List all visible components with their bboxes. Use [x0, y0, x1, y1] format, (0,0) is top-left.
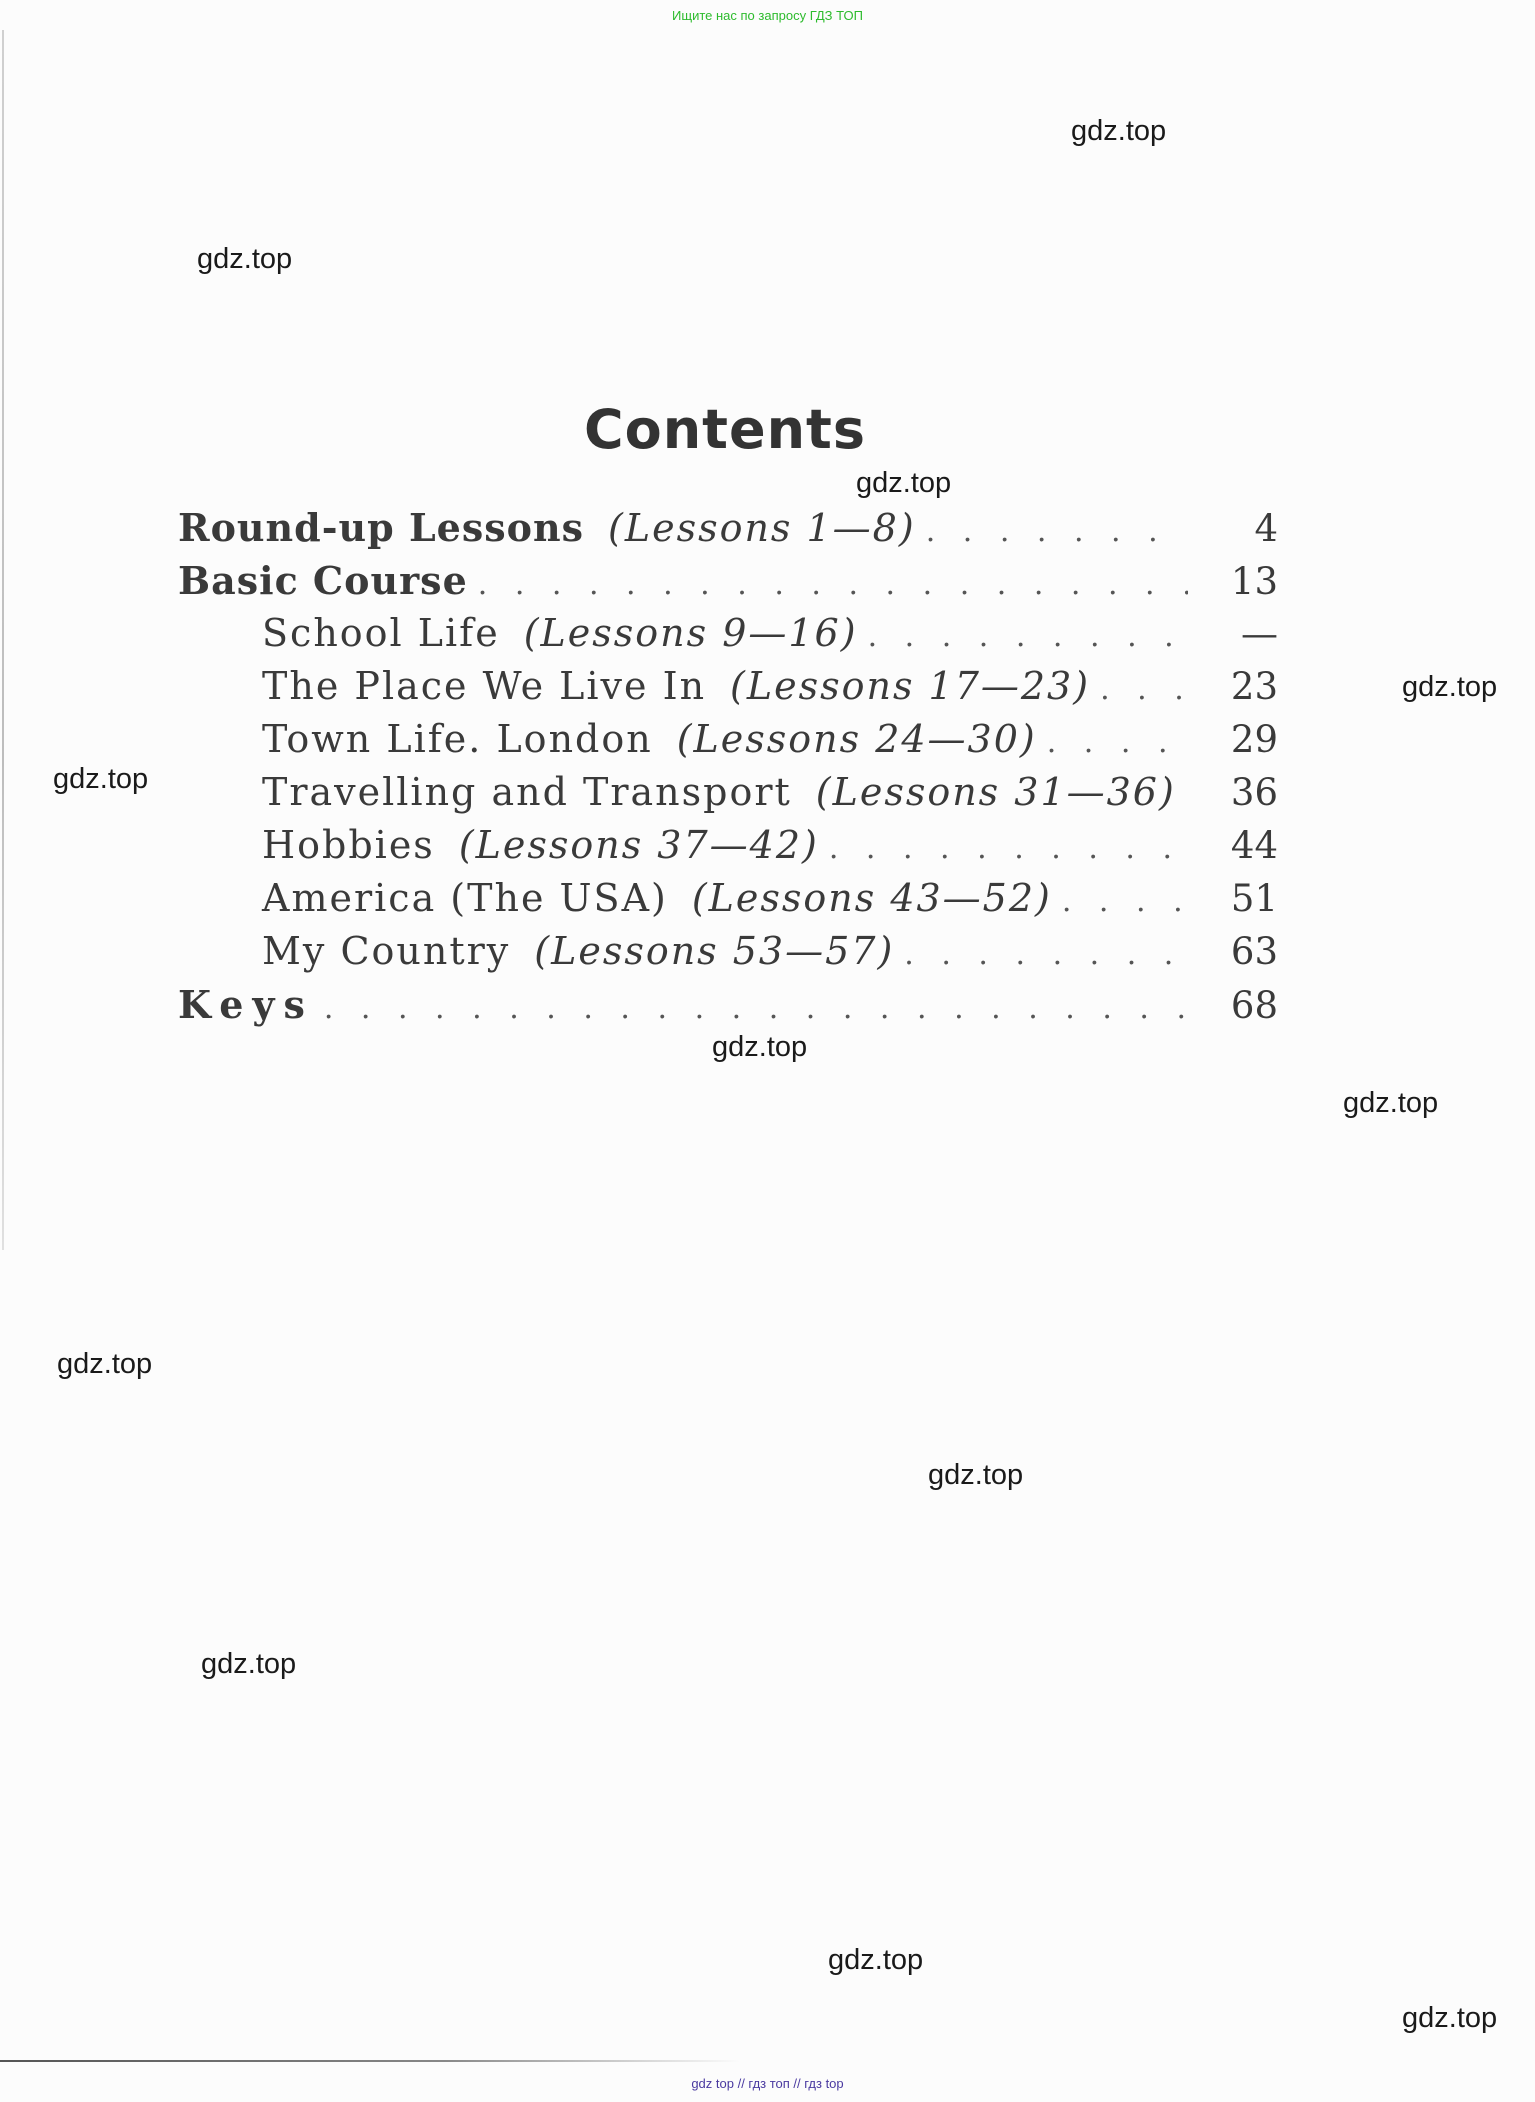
- toc-entry-basic: [178, 558, 1278, 611]
- watermark: gdz.top: [712, 1031, 808, 1063]
- dot-leader: [1047, 725, 1188, 760]
- toc-entry-page: 4: [1254, 507, 1278, 550]
- watermark: gdz.top: [197, 243, 293, 275]
- toc-entry-place: [262, 664, 1278, 717]
- toc-entry-roundup: [178, 505, 1278, 558]
- page-title: Contents: [583, 398, 866, 461]
- toc-entry-town: [262, 717, 1278, 770]
- toc-entry-label: Travelling and Transport: [262, 770, 792, 814]
- toc-entry-label: Hobbies: [262, 823, 435, 867]
- toc-entry-page: 68: [1230, 984, 1278, 1027]
- toc-entry-label: Town Life. London: [262, 717, 653, 761]
- dot-leader: [1186, 778, 1188, 813]
- toc-entry-lessons: (Lessons 24—30): [676, 717, 1037, 761]
- toc-entry-lessons: (Lessons 1—8): [608, 506, 916, 550]
- watermark: gdz.top: [1402, 671, 1498, 703]
- toc-entry-travel: [262, 770, 1278, 823]
- dot-leader: [926, 514, 1188, 549]
- toc-entry-label: My Country: [262, 929, 511, 973]
- watermark: gdz.top: [1071, 115, 1167, 147]
- toc-entry-page: 51: [1230, 877, 1278, 920]
- toc-entry-lessons: (Lessons 31—36): [815, 770, 1176, 814]
- dot-leader: [829, 831, 1188, 866]
- toc-entry-label: School Life: [262, 611, 500, 655]
- dot-leader: [478, 567, 1188, 602]
- toc-entry-label: Basic Course: [178, 558, 468, 603]
- toc-entry-page: 44: [1230, 824, 1278, 867]
- toc-entry-lessons: (Lessons 43—52): [691, 876, 1052, 920]
- toc-entry-lessons: (Lessons 9—16): [523, 611, 858, 655]
- toc-entry-page: 36: [1230, 771, 1278, 814]
- page-bottom-edge: [0, 2060, 740, 2062]
- watermark: gdz.top: [53, 763, 149, 795]
- top-banner[interactable]: Ищите нас по запросу ГДЗ ТОП: [672, 8, 863, 23]
- toc-entry-page: 23: [1230, 665, 1278, 708]
- toc-entry-lessons: (Lessons 53—57): [534, 929, 895, 973]
- toc-entry-page: —: [1241, 612, 1278, 655]
- watermark: gdz.top: [1402, 2002, 1498, 2034]
- page-left-edge: [2, 30, 4, 1250]
- dot-leader: [1062, 884, 1188, 919]
- watermark: gdz.top: [201, 1648, 297, 1680]
- toc-entry-country: [262, 929, 1278, 982]
- dot-leader: [868, 619, 1188, 654]
- toc-entry-label: America (The USA): [262, 876, 668, 920]
- watermark: gdz.top: [928, 1459, 1024, 1491]
- toc-entry-hobbies: [262, 823, 1278, 876]
- toc-entry-keys: [178, 982, 1278, 1035]
- toc-entry-america: [262, 876, 1278, 929]
- toc-entry-label: Keys: [178, 982, 314, 1027]
- toc-entry-school: [262, 611, 1278, 664]
- watermark: gdz.top: [1343, 1087, 1439, 1119]
- dot-leader: [324, 991, 1188, 1026]
- toc-entry-label: Round-up Lessons: [178, 505, 585, 550]
- watermark: gdz.top: [828, 1944, 924, 1976]
- toc-entry-lessons: (Lessons 17—23): [730, 664, 1091, 708]
- dot-leader: [904, 937, 1188, 972]
- toc-entry-page: 13: [1230, 560, 1278, 603]
- toc-entry-label: The Place We Live In: [262, 664, 707, 708]
- toc-entry-page: 63: [1230, 930, 1278, 973]
- watermark: gdz.top: [57, 1348, 153, 1380]
- footer-links[interactable]: gdz top // гдз топ // гдз top: [691, 2076, 844, 2091]
- toc-entry-lessons: (Lessons 37—42): [458, 823, 819, 867]
- dot-leader: [1100, 672, 1188, 707]
- toc-entry-page: 29: [1230, 718, 1278, 761]
- watermark: gdz.top: [856, 467, 952, 499]
